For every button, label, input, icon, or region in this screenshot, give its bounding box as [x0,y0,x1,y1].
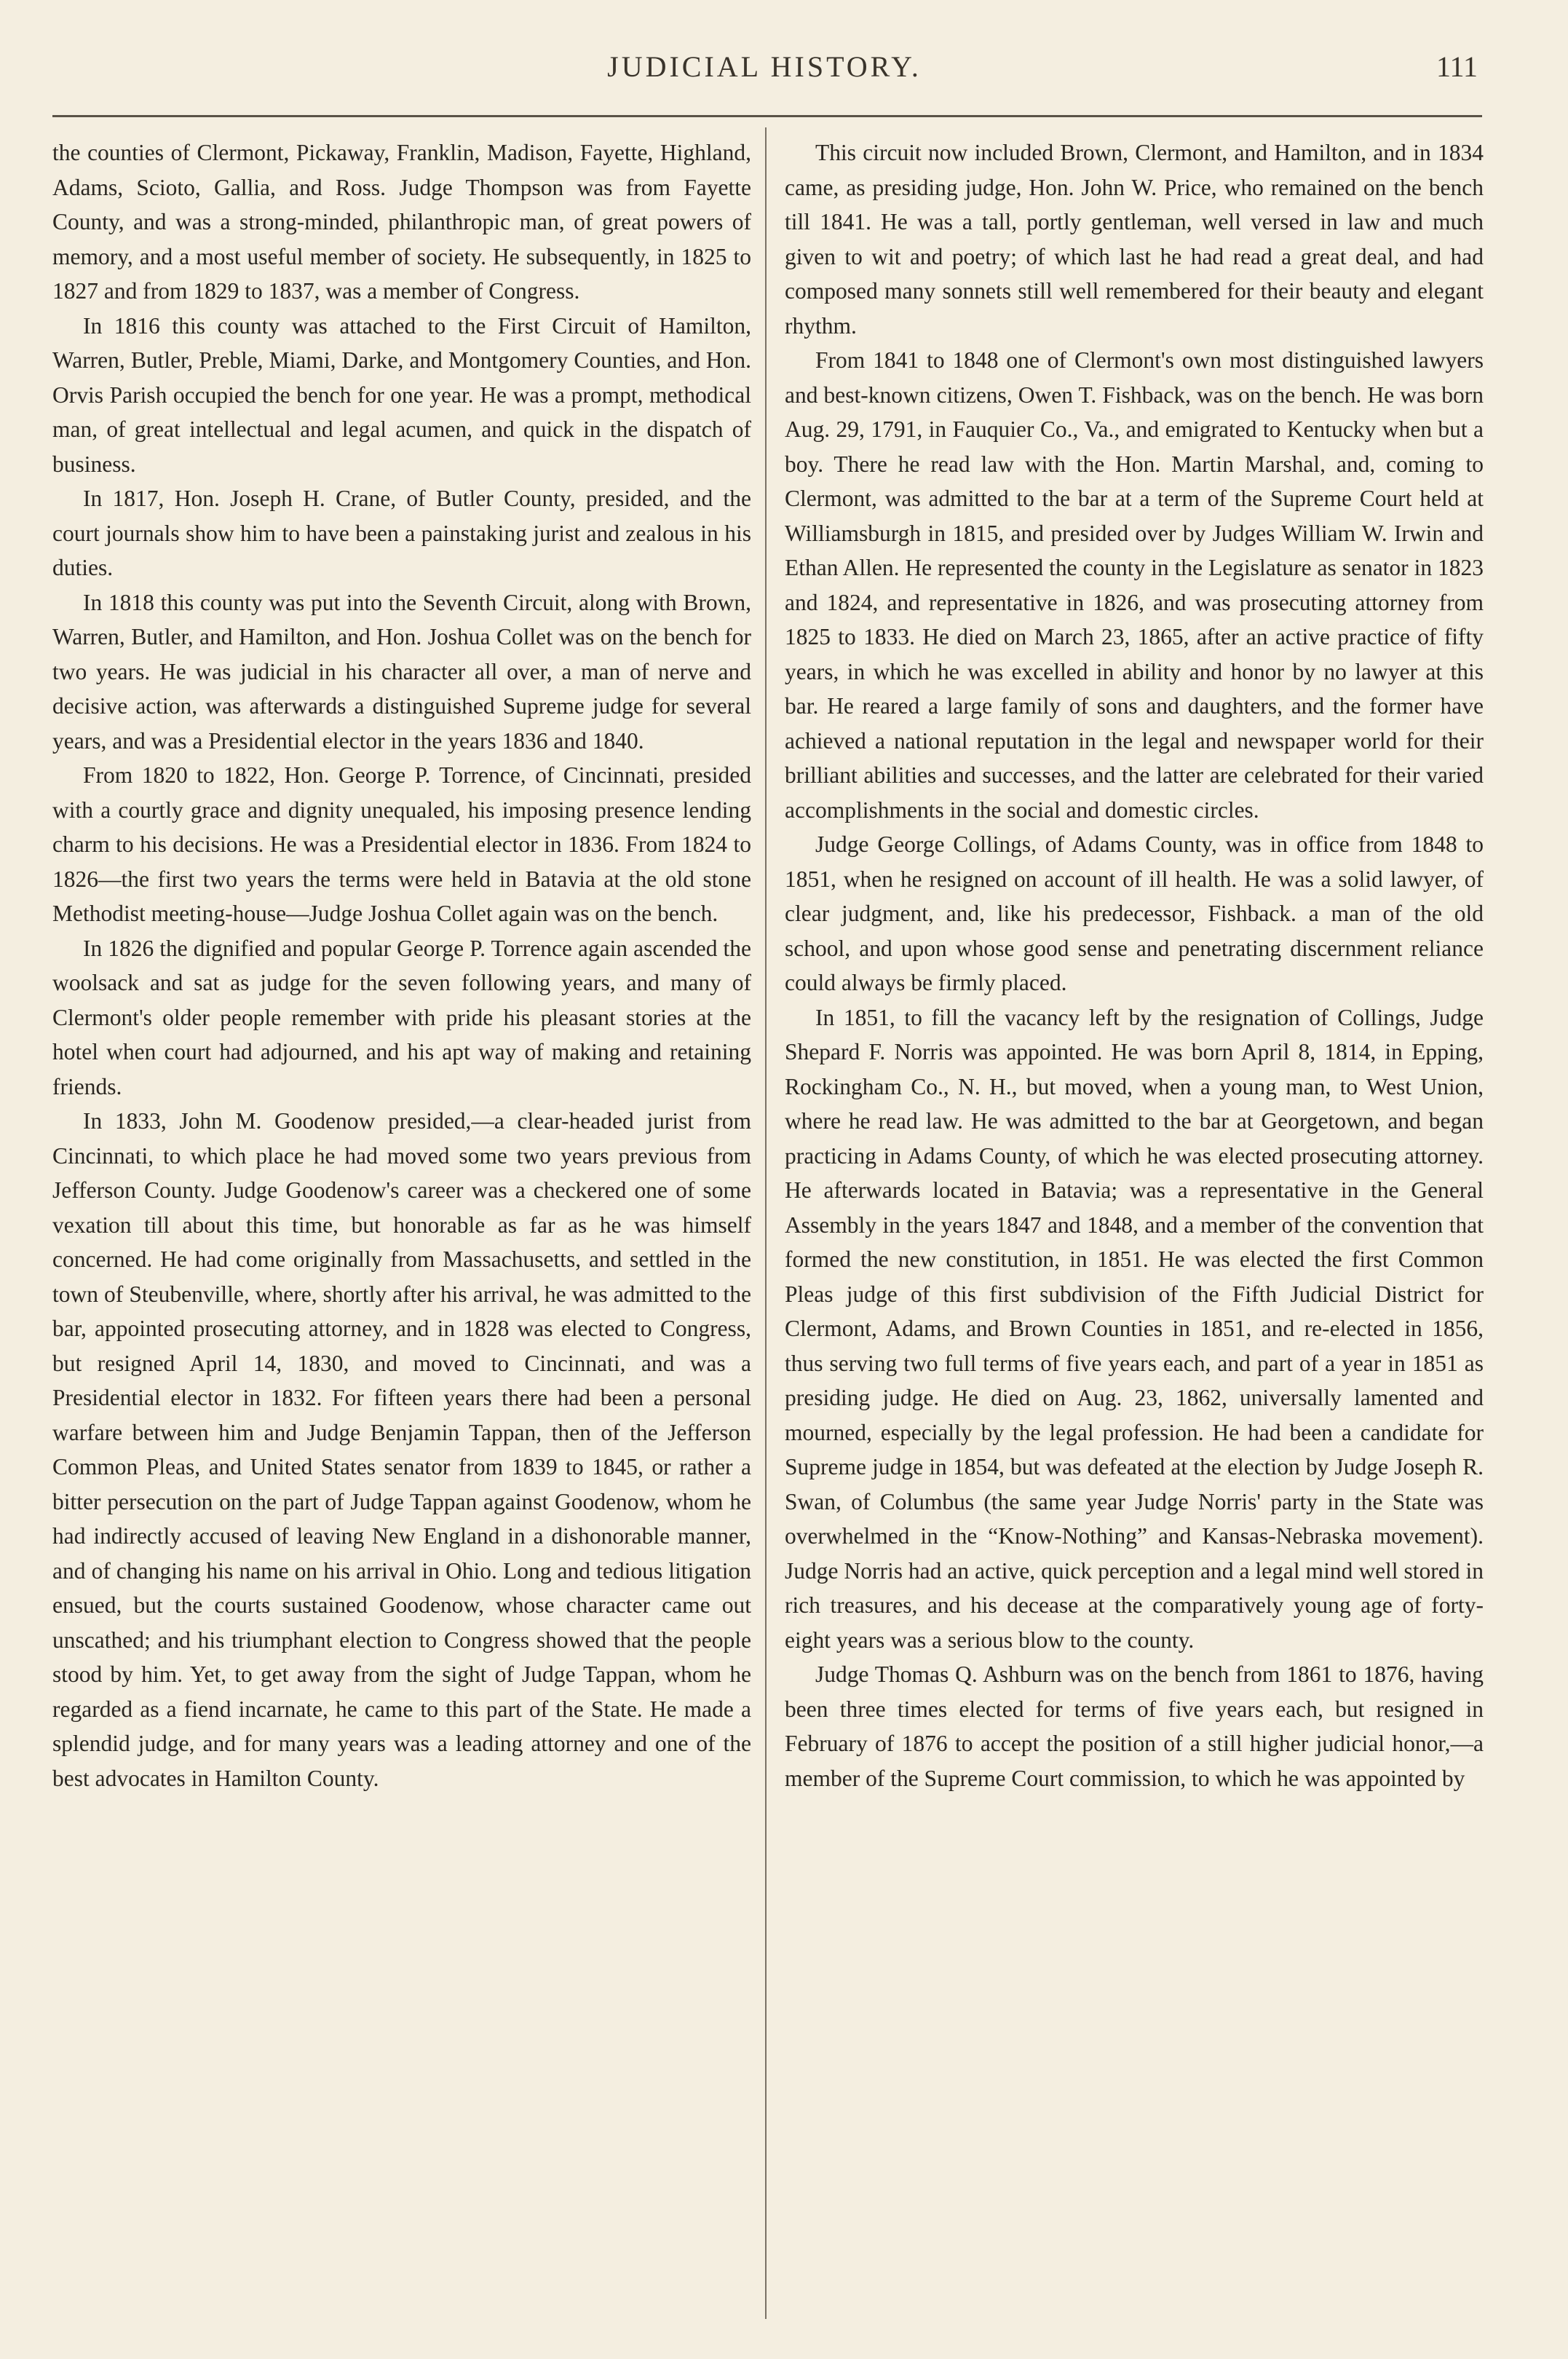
paragraph: From 1820 to 1822, Hon. George P. Torrence, of Cincinnati, presided with a courtly grace and dignity unequaled, his imposing presence lending charm to his decisions. He was a Presidential elector in 1836. From 1824 to 1826—the first two years the terms were held in Batavia at the old stone Methodist meeting-house—Judge Joshua Collet again was on the bench. [52,762,751,926]
header-rule [52,115,1482,117]
page-title: JUDICIAL HISTORY. [607,50,922,83]
right-column [785,135,1484,1795]
paragraph: the counties of Clermont, Pickaway, Franklin, Madison, Fayette, Highland, Adams, Scioto, Gallia, and Ross. Judge Thompson was from Fayette County, and was a strong-minded, philanthropic man, of great powers of memory, and a most useful member of society. He subsequently, in 1825 to 1827 and from 1829 to 1837, was a member of Congress. [52,140,751,304]
paragraph: In 1826 the dignified and popular George P. Torrence again ascended the woolsack and sat as judge for the seven following years, and many of Clermont's older people remember with pride his pleasant stories at the hotel when court had adjourned, and his apt way of making and retaining friends. [52,935,751,1099]
paragraph: In 1833, John M. Goodenow presided,—a clear-headed jurist from Cincinnati, to which place he had moved some two years previous from Jefferson County. Judge Goodenow's career was a checkered one of some vexation till about this time, but honorable as far as he was himself concerned. He had come originally from Massachusetts, and settled in the town of Steubenville, where, shortly after his arrival, he was admitted to the bar, appointed prosecuting attorney, and in 1828 was elected to Congress, but resigned April 14, 1830, and moved to Cincinnati, and was a Presidential elector in 1832. For fifteen years there had been a personal warfare between him and Judge Benjamin Tappan, then of the Jefferson Common Pleas, and United States senator from 1839 to 1845, or rather a bitter persecution on the part of Judge Tappan against Goodenow, whom he had indirectly accused of leaving New England in a dishonorable manner, and of changing his name on his arrival in Ohio. Long and tedious litigation ensued, but the courts sustained Goodenow, whose character came out unscathed; and his triumphant election to Congress showed that the people stood by him. Yet, to get away from the sight of Judge Tappan, whom he regarded as a fiend incarnate, he came to this part of the State. He made a splendid judge, and for many years was a leading attorney and one of the best advocates in Hamilton County. [52,1108,751,1791]
page-number: 111 [1436,50,1478,83]
paragraph: From 1841 to 1848 one of Clermont's own most distinguished lawyers and best-known citizens, Owen T. Fishback, was on the bench. He was born Aug. 29, 1791, in Fauquier Co., Va., and emigrated to Kentucky when but a boy. There he read law with the Hon. Martin Marshal, and, coming to Clermont, was admitted to the bar at a term of the Supreme Court held at Williamsburgh in 1815, and presided over by Judges William W. Irwin and Ethan Allen. He represented the county in the Legislature as senator in 1823 and 1824, and representative in 1826, and was prosecuting attorney from 1825 to 1833. He died on March 23, 1865, after an active practice of fifty years, in which he was excelled in ability and honor by no lawyer at this bar. He reared a large family of sons and daughters, and the former have achieved a national reputation in the legal and newspaper world for their brilliant abilities and successes, and the latter are celebrated for their varied accomplishments in the social and domestic circles. [785,347,1484,823]
paragraph: In 1816 this county was attached to the First Circuit of Hamilton, Warren, Butler, Preble, Miami, Darke, and Montgomery Counties, and Hon. Orvis Parish occupied the bench for one year. He was a prompt, methodical man, of great intellectual and legal acumen, and quick in the dispatch of business. [52,312,751,477]
paragraph: Judge George Collings, of Adams County, was in office from 1848 to 1851, when he resigned on account of ill health. He was a solid lawyer, of clear judgment, and, like his predecessor, Fishback. a man of the old school, and upon whose good sense and penetrating discernment reliance could always be firmly placed. [785,831,1484,995]
paragraph: In 1817, Hon. Joseph H. Crane, of Butler County, presided, and the court journals show him to have been a painstaking jurist and zealous in his duties. [52,486,751,580]
left-column [52,135,751,1795]
paragraph: In 1851, to fill the vacancy left by the resignation of Collings, Judge Shepard F. Norris was appointed. He was born April 8, 1814, in Epping, Rockingham Co., N. H., but moved, when a young man, to West Union, where he read law. He was admitted to the bar at Georgetown, and began practicing in Adams County, of which he was elected prosecuting attorney. He afterwards located in Batavia; was a representative in the General Assembly in the years 1847 and 1848, and a member of the convention that formed the new constitution, in 1851. He was elected the first Common Pleas judge of this first subdivision of the Fifth Judicial District for Clermont, Adams, and Brown Counties in 1851, and re-elected in 1856, thus serving two full terms of five years each, and part of a year in 1851 as presiding judge. He died on Aug. 23, 1862, universally lamented and mourned, especially by the legal profession. He had been a candidate for Supreme judge in 1854, but was defeated at the election by Judge Joseph R. Swan, of Columbus (the same year Judge Norris' party in the State was overwhelmed in the “Know-Nothing” and Kansas-Nebraska movement). Judge Norris had an active, quick perception and a legal mind well stored in rich treasures, and his decease at the comparatively young age of forty-eight years was a serious blow to the county. [785,1004,1484,1653]
paragraph: This circuit now included Brown, Clermont, and Hamilton, and in 1834 came, as presiding judge, Hon. John W. Price, who remained on the bench till 1841. He was a tall, portly gentleman, well versed in law and much given to wit and poetry; of which last he had read a great deal, and had composed many sonnets still well remembered for their beauty and elegant rhythm. [785,140,1484,339]
running-head [51,50,1478,93]
paragraph: Judge Thomas Q. Ashburn was on the bench from 1861 to 1876, having been three times elected for terms of five years each, but resigned in February of 1876 to accept the position of a still higher judicial honor,—a member of the Supreme Court commission, to which he was appointed by [785,1661,1484,1791]
column-divider [765,127,767,2319]
paragraph: In 1818 this county was put into the Seventh Circuit, along with Brown, Warren, Butler, and Hamilton, and Hon. Joshua Collet was on the bench for two years. He was judicial in his character all over, a man of nerve and decisive action, was afterwards a distinguished Supreme judge for several years, and was a Presidential elector in the years 1836 and 1840. [52,589,751,754]
